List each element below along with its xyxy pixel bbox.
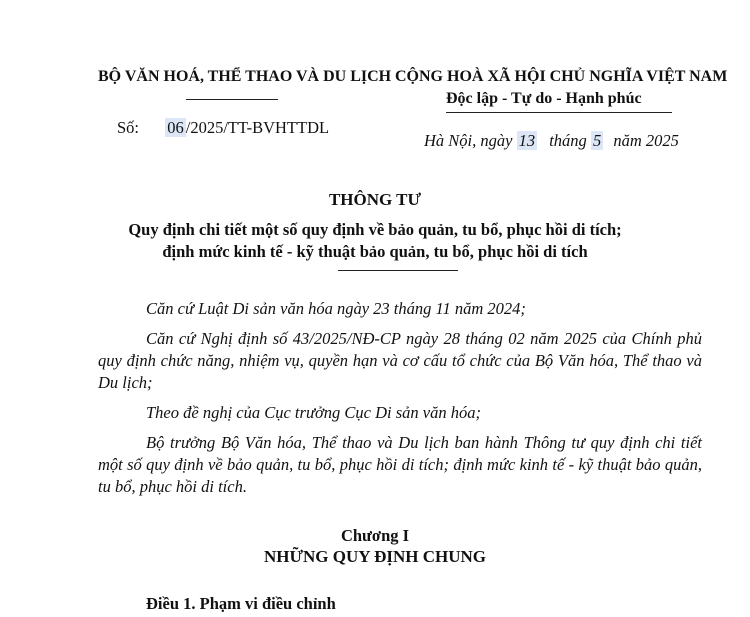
- number-label: Số:: [117, 118, 140, 137]
- title-line-2: định mức kinh tế - kỹ thuật bảo quản, tu bổ, phục hồi di tích: [162, 242, 588, 261]
- preamble-paragraph: Theo đề nghị của Cục trưởng Cục Di sản văn hóa;: [146, 403, 481, 422]
- motto-underline: [446, 112, 672, 113]
- republic-name: CỘNG HOÀ XÃ HỘI CHỦ NGHĨA VIỆT NAM: [395, 68, 728, 85]
- preamble-paragraph: Bộ trưởng Bộ Văn hóa, Thể thao và Du lịch ban hành Thông tư quy định chi tiết một số quy định về bảo quản, tu bổ, phục hồi di tích; định mức kinh tế - kỹ thuật bảo quản, tu bổ, phục hồi di tích.: [98, 433, 702, 496]
- chapter-title: NHỮNG QUY ĐỊNH CHUNG: [263, 547, 487, 566]
- document-number: [117, 118, 329, 138]
- title-underline: [338, 270, 458, 271]
- issue-date: [424, 131, 679, 151]
- number-value: 06: [167, 118, 184, 137]
- article-title: Điều 1. Phạm vi điều chỉnh: [146, 594, 336, 613]
- document-type: THÔNG TƯ: [328, 190, 422, 209]
- ministry-underline: [186, 99, 278, 100]
- date-prefix: Hà Nội, ngày: [424, 131, 513, 150]
- national-motto: Độc lập - Tự do - Hạnh phúc: [446, 90, 642, 107]
- number-suffix: /2025/TT-BVHTTDL: [185, 118, 330, 137]
- preamble-paragraph: Căn cứ Luật Di sản văn hóa ngày 23 tháng 11 năm 2024;: [146, 299, 526, 318]
- date-month: 5: [592, 131, 602, 150]
- date-day: 13: [518, 131, 536, 150]
- date-year: 2025: [645, 131, 679, 150]
- preamble-paragraph: Căn cứ Nghị định số 43/2025/NĐ-CP ngày 28 tháng 02 năm 2025 của Chính phủ quy định chức năng, nhiệm vụ, quyền hạn và cơ cấu tổ chức của Bộ Văn hóa, Thể thao và Du lịch;: [98, 329, 702, 392]
- title-line-1: Quy định chi tiết một số quy định về bảo quản, tu bổ, phục hồi di tích;: [128, 220, 622, 239]
- date-month-label: tháng: [549, 131, 587, 150]
- date-year-label: năm: [613, 131, 642, 150]
- ministry-name: BỘ VĂN HOÁ, THỂ THAO VÀ DU LỊCH: [98, 68, 392, 85]
- chapter-label: Chương I: [340, 526, 410, 545]
